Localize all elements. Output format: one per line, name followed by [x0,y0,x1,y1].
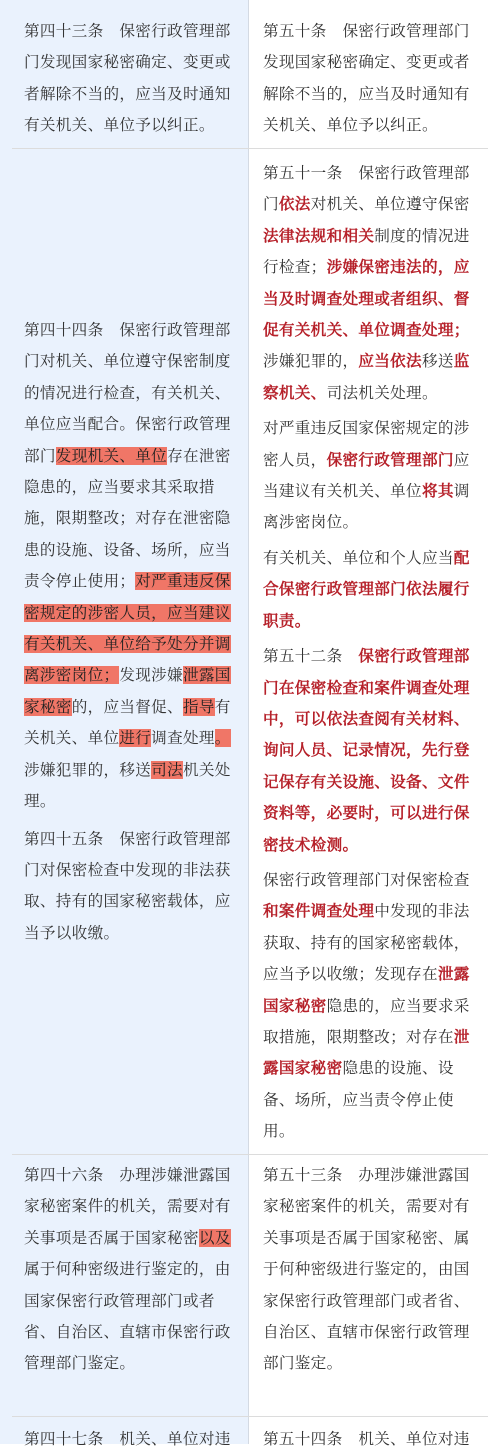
article-47-old [24,1424,238,1455]
articles-51-52-new [263,158,477,1148]
deleted-highlight: 指导 [182,697,215,716]
deleted-highlight: 泄露国家秘密 [24,666,231,716]
text-run: 应当建议有关机关、单位 [263,450,470,501]
row-divider [12,1154,488,1155]
added-text: 配合保密行政管理部门依法履行职责。 [263,548,470,630]
article-54-new [263,1424,477,1455]
text-run: 有关机关、单位和个人应当 [263,548,454,567]
article-50-text: 第五十条 保密行政管理部门发现国家秘密确定、变更或者解除不当的，应当及时通知有关机关、单位予以纠正。 [263,22,470,135]
text-run: 涉嫌犯罪的，移送 [24,760,152,779]
article-47-text: 第四十七条 机关、单位对违 [24,1430,231,1448]
added-text: 涉嫌保密违法的，应当及时调查处理或者组织、督促有关机关、单位调查处理； [263,258,470,340]
article-53-text: 第五十三条 办理涉嫌泄露国家秘密案件的机关，需要对有关事项是否属于国家秘密、属于何种密级进行鉴定的，由国家保密行政管理部门或者省、自治区、直辖市保密行政管理部门鉴定。 [263,1166,470,1373]
row-divider [12,148,488,149]
added-text: 保密行政管理部门 [326,450,454,469]
row-divider [12,1416,488,1417]
article-51-para-3 [263,543,477,637]
deleted-highlight: 对严重违反保密规定的涉密人员，应当建议有关机关、单位给予处分并调离涉密岗位； [24,572,231,685]
article-46-old [24,1160,238,1380]
text-run: 制度的情况进行检查； [263,226,470,277]
text-run: 移送 [421,352,454,371]
added-text: 监察机关、 [263,352,470,402]
text-run: 第四十六条 办理涉嫌泄露国家秘密案件的机关，需要对有关事项是否属于国家秘密 [24,1166,231,1247]
text-run: 有关机关、单位 [24,697,231,748]
added-text: 泄露国家秘密 [263,1027,470,1078]
text-run: 保密行政管理部门对保密检查 [263,870,470,889]
added-text: 泄露国家秘密 [263,965,470,1015]
text-run: 中发现的非法获取、持有的国家秘密载体，应当予以收缴；发现存在 [263,902,470,984]
added-text: 将其 [421,482,454,501]
text-run: 调查处理 [151,729,215,748]
text-run: 隐患的设施、设备、场所，应当责令停止使用。 [263,1059,454,1141]
text-run: 调离涉密岗位。 [263,482,470,532]
text-run: 机关处理。 [24,760,231,811]
article-43-old [24,16,238,142]
article-51-para-2 [263,413,477,539]
article-53-new [263,1160,477,1380]
text-run: 发现涉嫌 [119,666,183,685]
deleted-highlight: 司法 [151,760,183,779]
deleted-highlight: 以及 [198,1228,231,1247]
added-text: 法律法规和相关 [263,226,375,245]
article-43-text: 第四十三条 保密行政管理部门发现国家秘密确定、变更或者解除不当的，应当及时通知有关机关、单位予以纠正。 [24,22,231,135]
text-run: 第五十二条 [263,647,359,666]
added-text: 保密行政管理部门在保密检查和案件调查处理中，可以依法查阅有关材料、询问人员、记录情况，先行登记保存有关设施、设备、文件资料等，必要时，可以进行保密技术检测。 [263,647,470,854]
deleted-highlight: 。 [214,729,231,748]
added-text: 应当依法 [358,352,422,371]
article-46-text [24,1160,238,1380]
article-50-new [263,16,477,142]
article-54-text: 第五十四条 机关、单位对违 [263,1430,470,1448]
text-run: 对机关、单位遵守保密 [310,195,470,214]
text-run: 司法机关处理。 [326,383,438,402]
article-52-para-1 [263,641,477,861]
text-run: 第四十四条 保密行政管理部门对机关、单位遵守保密制度的情况进行检查，有关机关、单位应当配合。保密行政管理部门 [24,321,231,465]
column-divider [248,0,249,1444]
added-text: 和案件调查处理 [263,902,375,921]
text-run: 存在泄密隐患的，应当要求其采取措施，限期整改；对存在泄密隐患的设施、设备、场所，应当责令停止使用； [24,446,231,591]
text-run: 属于何种密级进行鉴定的，由国家保密行政管理部门或者省、自治区、直辖市保密行政管理部门鉴定。 [24,1260,231,1373]
text-run: 第五十一条 保密行政管理部门 [263,164,470,214]
text-run: 涉嫌犯罪的， [263,352,359,371]
text-run: 隐患的，应当要求采取措施，限期整改；对存在 [263,996,470,1046]
deleted-highlight: 发现机关、单位 [55,446,168,465]
article-44-old [24,315,238,949]
deleted-highlight: 进行 [119,729,152,748]
text-run: 的，应当督促、 [71,697,183,716]
article-52-para-2 [263,865,477,1148]
article-45-text: 第四十五条 保密行政管理部门对保密检查中发现的非法获取、持有的国家秘密载体，应当予以收缴。 [24,829,231,942]
article-51-para-1 [263,158,477,409]
text-run: 对严重违反国家保密规定的涉密人员， [263,419,470,469]
added-text: 依法 [278,195,311,214]
article-44-text [24,315,238,818]
